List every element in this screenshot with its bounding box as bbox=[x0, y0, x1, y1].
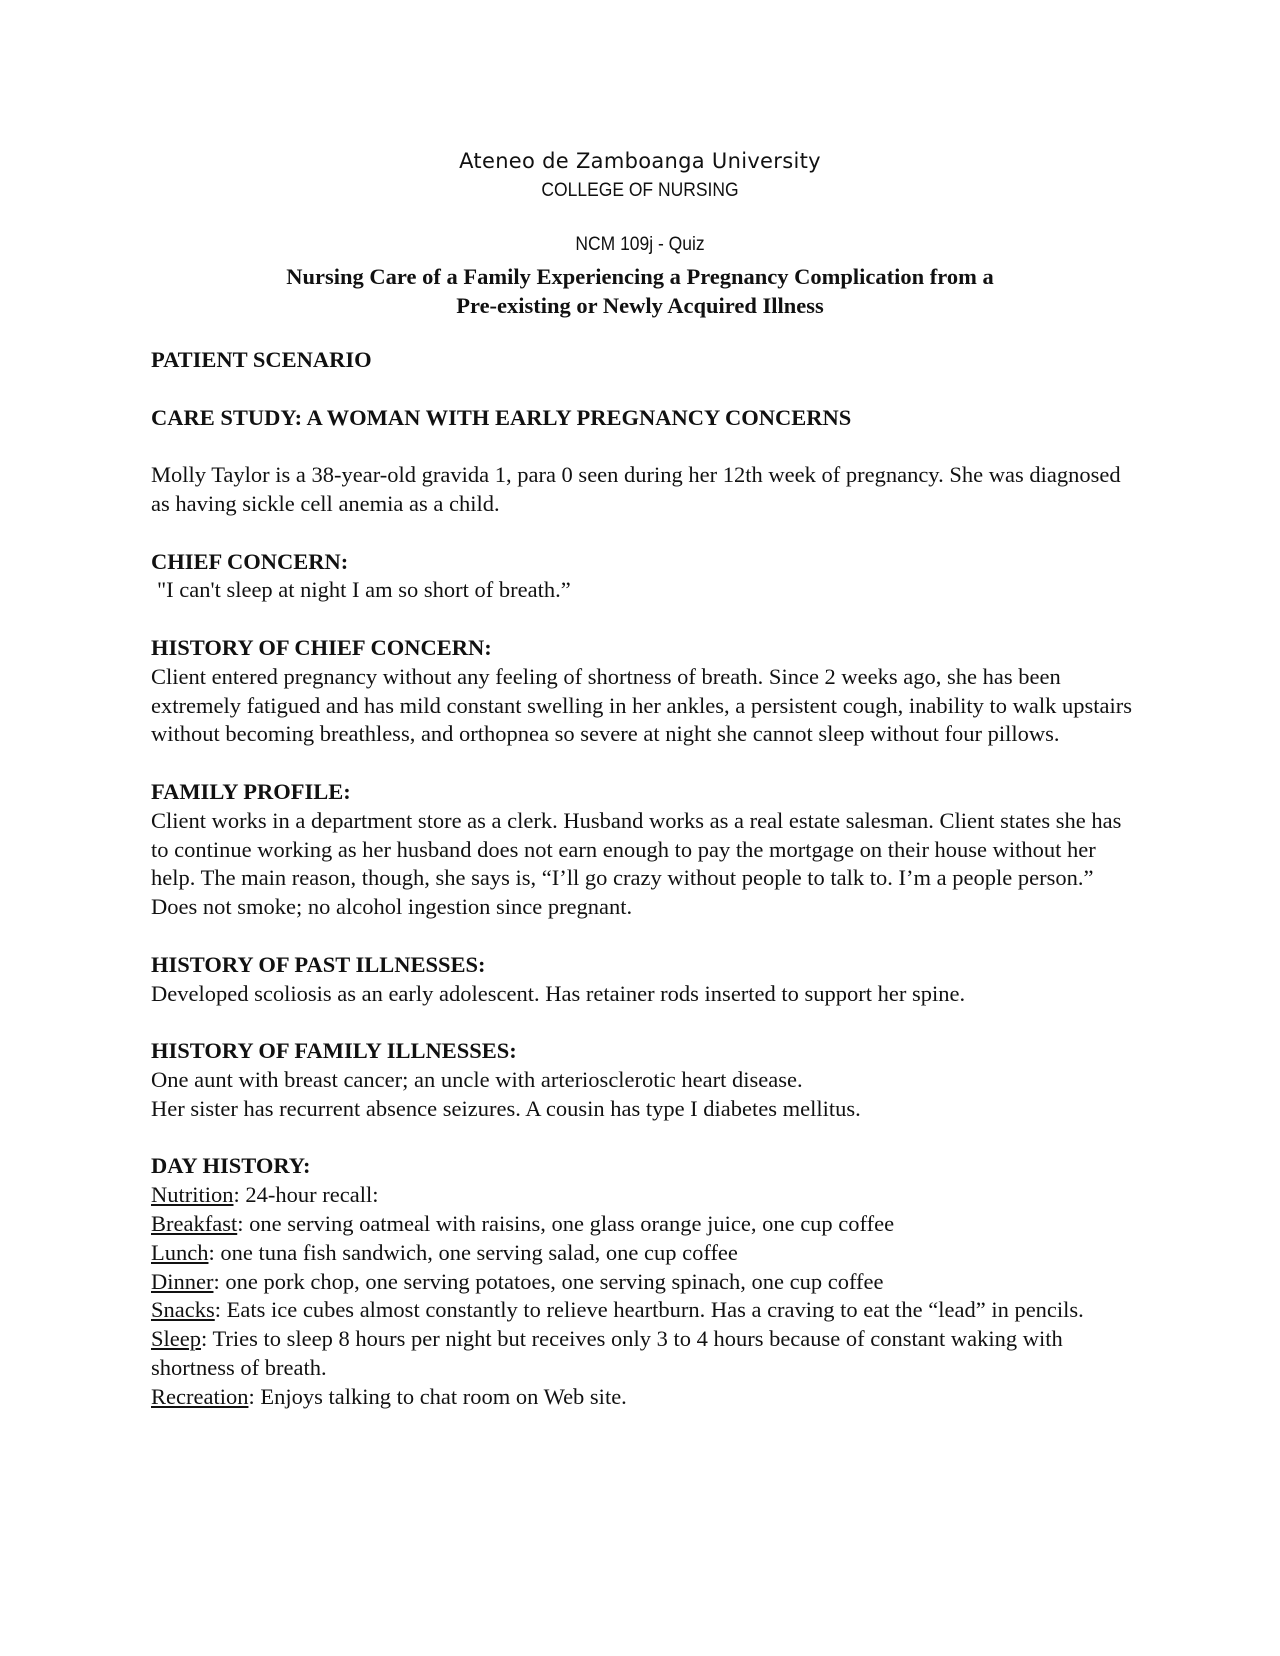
course-code: NCM 109j - Quiz bbox=[575, 234, 705, 255]
past-illnesses-text: Developed scoliosis as an early adolescent. Has retainer rods inserted to support her spine. bbox=[151, 980, 966, 1006]
day-history-heading: DAY HISTORY: bbox=[151, 1153, 311, 1179]
day-history-text: : one serving oatmeal with raisins, one glass orange juice, one cup coffee bbox=[237, 1210, 895, 1236]
family-illnesses-heading: HISTORY OF FAMILY ILLNESSES: bbox=[151, 1038, 517, 1064]
day-history-label: Breakfast bbox=[151, 1210, 238, 1236]
day-history-label: Lunch bbox=[151, 1239, 209, 1265]
patient-scenario-heading: PATIENT SCENARIO bbox=[151, 347, 372, 372]
day-history-text: : one pork chop, one serving potatoes, one serving spinach, one cup coffee bbox=[213, 1268, 884, 1294]
day-history-text: : Eats ice cubes almost constantly to relieve heartburn. Has a craving to eat the “lead” in pencils. bbox=[214, 1297, 1084, 1323]
day-history-item-snacks bbox=[151, 1296, 1141, 1325]
day-history-item-nutrition bbox=[151, 1181, 1141, 1210]
history-chief-concern-heading: HISTORY OF CHIEF CONCERN: bbox=[151, 634, 492, 660]
document-title bbox=[0, 262, 1280, 320]
family-illnesses-line-2: Her sister has recurrent absence seizures. A cousin has type I diabetes mellitus. bbox=[151, 1095, 861, 1121]
day-history-item-dinner bbox=[151, 1268, 1141, 1297]
past-illnesses-heading: HISTORY OF PAST ILLNESSES: bbox=[151, 951, 486, 977]
day-history-item-sleep bbox=[151, 1325, 1141, 1383]
day-history-item-breakfast bbox=[151, 1210, 1141, 1239]
day-history-text: : one tuna fish sandwich, one serving salad, one cup coffee bbox=[208, 1239, 738, 1265]
day-history-text: : Tries to sleep 8 hours per night but receives only 3 to 4 hours because of constant waking with shortness of breath. bbox=[151, 1326, 1063, 1380]
day-history-text: : 24-hour recall: bbox=[233, 1182, 379, 1208]
care-study-heading: CARE STUDY: A WOMAN WITH EARLY PREGNANCY CONCERNS bbox=[151, 404, 852, 430]
intro-paragraph: Molly Taylor is a 38-year-old gravida 1, para 0 seen during her 12th week of pregnancy. She was diagnosed as having sickle cell anemia as a child. bbox=[151, 462, 1121, 516]
chief-concern-text: "I can't sleep at night I am so short of breath.” bbox=[157, 577, 571, 603]
day-history-label: Sleep bbox=[151, 1326, 201, 1352]
university-name: Ateneo de Zamboanga University bbox=[459, 149, 821, 173]
day-history-label: Dinner bbox=[151, 1268, 214, 1294]
day-history-text: : Enjoys talking to chat room on Web site. bbox=[248, 1383, 627, 1409]
title-line-2: Pre-existing or Newly Acquired Illness bbox=[456, 293, 824, 318]
day-history-item-recreation bbox=[151, 1383, 1141, 1412]
day-history-label: Nutrition bbox=[151, 1182, 234, 1208]
family-profile-heading: FAMILY PROFILE: bbox=[151, 778, 351, 804]
day-history-label: Snacks bbox=[151, 1297, 215, 1323]
college-name: COLLEGE OF NURSING bbox=[541, 180, 739, 201]
chief-concern-heading: CHIEF CONCERN: bbox=[151, 548, 349, 574]
title-line-1: Nursing Care of a Family Experiencing a Pregnancy Complication from a bbox=[286, 264, 994, 289]
family-illnesses-line-1: One aunt with breast cancer; an uncle with arteriosclerotic heart disease. bbox=[151, 1066, 803, 1092]
history-chief-concern-text: Client entered pregnancy without any feeling of shortness of breath. Since 2 weeks ago, she has been extremely fatigued and has mild constant swelling in her ankles, a persistent cough, inability to walk upstairs without becoming breathless, and orthopnea so severe at night she cannot sleep without four pillows. bbox=[151, 663, 1133, 747]
family-profile-text: Client works in a department store as a clerk. Husband works as a real estate salesman. Client states she has to continue working as her husband does not earn enough to pay the mortgage on their house without her help. The main reason, though, she says is, “I’ll go crazy without people to talk to. I’m a people person.” Does not smoke; no alcohol ingestion since pregnant. bbox=[151, 807, 1122, 920]
day-history-label: Recreation bbox=[151, 1383, 249, 1409]
day-history-item-lunch bbox=[151, 1239, 1141, 1268]
document-body bbox=[151, 346, 1141, 1411]
